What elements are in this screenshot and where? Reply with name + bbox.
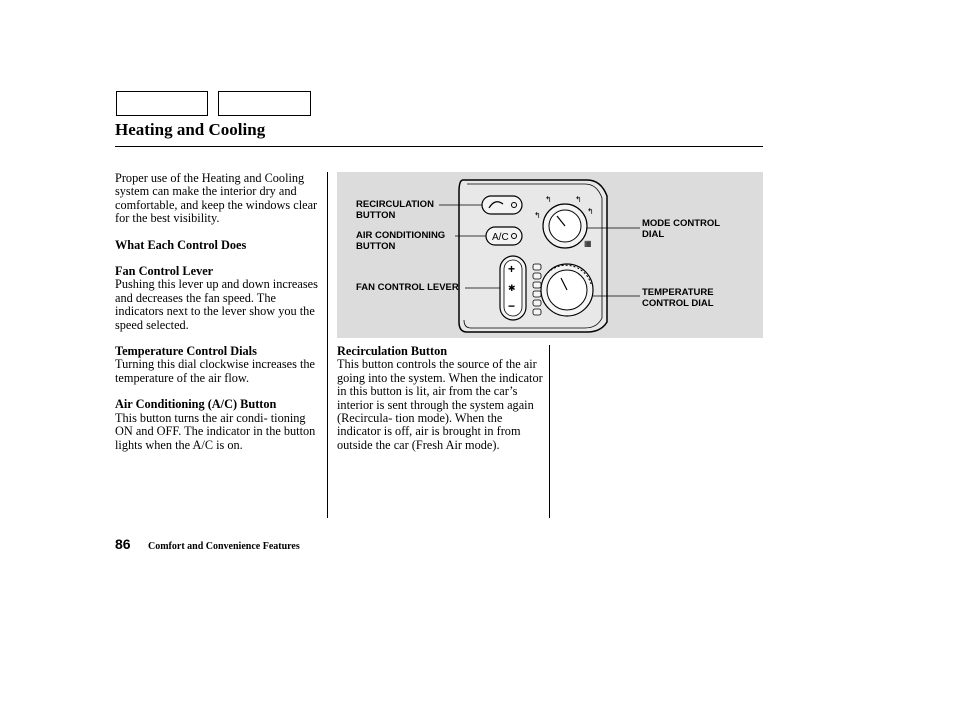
column-divider-right [549,345,550,518]
fan-minus-text: − [508,299,516,313]
svg-text:↰: ↰ [534,211,541,220]
svg-text:↰: ↰ [587,207,594,216]
ac-button-text: A/C [492,232,509,243]
title-rule [115,146,763,147]
footer-section-title: Comfort and Convenience Features [148,541,300,552]
temperature-body: Turning this dial clockwise increases the temperature of the air flow. [115,357,316,385]
nav-box-next[interactable] [218,91,311,116]
fan-mid-text: ✱ [508,283,516,293]
recirculation-heading: Recirculation Button [337,344,448,358]
svg-text:↰: ↰ [575,195,582,204]
svg-text:↰: ↰ [545,195,552,204]
label-recirculation-button: RECIRCULATION BUTTON [356,199,434,221]
fan-body: Pushing this lever up and down increases and decreases the fan speed. The indicators next to the lever show you the speed selected. [115,277,318,332]
recirculation-body: This button controls the source of the air going into the system. When the indicator in this button is lit, air from the car’s interior is sent through the system again (Recircula- tion mode). When the indicator is off, air is brought in from outside the car (Fresh Air mode). [337,357,543,452]
page-title: Heating and Cooling [115,120,266,139]
nav-box-previous[interactable] [116,91,208,116]
page-number: 86 [115,536,131,552]
intro-paragraph: Proper use of the Heating and Cooling system can make the interior dry and comfortable, and keep the windows clear for the best visibility. [115,171,318,226]
label-mode-control-dial: MODE CONTROL DIAL [642,218,721,240]
middle-column [337,345,545,452]
label-temperature-control-dial: TEMPERATURE CONTROL DIAL [642,287,714,309]
control-panel-figure [337,172,763,338]
ac-heading: Air Conditioning (A/C) Button [115,397,277,412]
left-column [115,172,320,452]
column-divider-left [327,172,328,518]
control-panel-illustration [337,172,763,338]
label-air-conditioning-button: AIR CONDITIONING BUTTON [356,230,446,252]
ac-body: This button turns the air condi- tioning ON and OFF. The indicator in the button lights when the A/C is on. [115,410,316,452]
fan-plus-text: + [508,262,516,276]
fan-heading: Fan Control Lever [115,264,214,279]
temperature-heading: Temperature Control Dials [115,344,257,359]
section-heading: What Each Control Does [115,237,247,252]
svg-text:▦: ▦ [584,239,592,248]
label-fan-control-lever: FAN CONTROL LEVER [356,282,459,293]
